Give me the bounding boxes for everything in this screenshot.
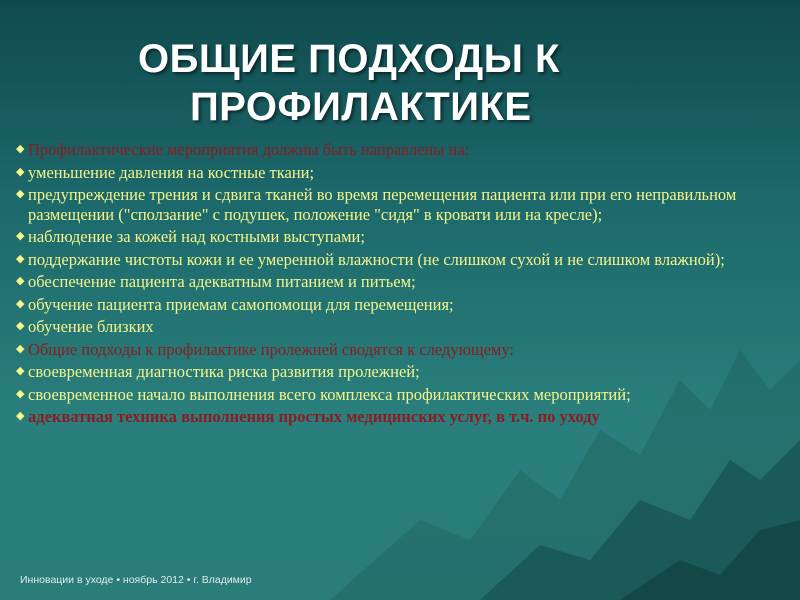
list-item-text: своевременная диагностика риска развития пролежней; [28,362,420,381]
list-item [16,227,776,247]
list-item [16,250,776,270]
list-item [16,272,776,292]
diamond-bullet-icon: ◆ [16,365,25,377]
diamond-bullet-icon: ◆ [16,342,25,355]
diamond-bullet-icon: ◆ [16,387,25,400]
slide-footer: Инновации в уходе • ноябрь 2012 • г. Владимир [20,574,252,586]
list-item-text: адекватная техника выполнения простых медицинских услуг, в т.ч. по уходу [28,407,600,426]
list-item-text: уменьшение давления на костные ткани; [28,162,315,182]
list-item-text: Общие подходы к профилактике пролежней сводятся к следующему: [28,339,514,359]
bullet-list [16,140,776,430]
list-item [16,340,776,360]
slide-title-line2: ПРОФИЛАКТИКЕ [190,84,532,129]
list-item [16,185,776,224]
list-item-text: предупреждение трения и сдвига тканей во время перемещения пациента или при его неправильном размещении ("сползание" с подушек, положение "сидя" в кровати или на кресле); [28,185,737,224]
diamond-bullet-icon: ◆ [16,410,25,422]
list-item [16,163,776,183]
list-item-text: наблюдение за кожей над костными выступами; [28,227,365,246]
diamond-bullet-icon: ◆ [16,188,25,200]
list-item [16,407,776,427]
slide-title-line1: ОБЩИЕ ПОДХОДЫ К [138,36,560,81]
list-item-text: обучение пациента приемам самопомощи для перемещения; [28,294,454,314]
list-item [16,385,776,405]
list-item [16,295,776,315]
diamond-bullet-icon: ◆ [16,252,25,265]
list-item-text: обеспечение пациента адекватным питанием и питьем; [28,272,416,291]
diamond-bullet-icon: ◆ [16,165,25,178]
list-item [16,317,776,337]
diamond-bullet-icon: ◆ [16,320,25,332]
list-item-text: своевременное начало выполнения всего комплекса профилактических мероприятий; [28,384,631,404]
list-item-text: поддержание чистоты кожи и ее умеренной влажности (не слишком сухой и не слишком влажной); [28,249,725,269]
diamond-bullet-icon: ◆ [16,275,25,287]
diamond-bullet-icon: ◆ [16,143,25,155]
list-item [16,140,776,160]
slide-title [120,35,680,131]
list-item-text: обучение близких [28,317,154,336]
list-item [16,362,776,382]
diamond-bullet-icon: ◆ [16,230,25,242]
list-item-text: Профилактические мероприятия должны быть направлены на: [28,140,470,159]
diamond-bullet-icon: ◆ [16,297,25,310]
